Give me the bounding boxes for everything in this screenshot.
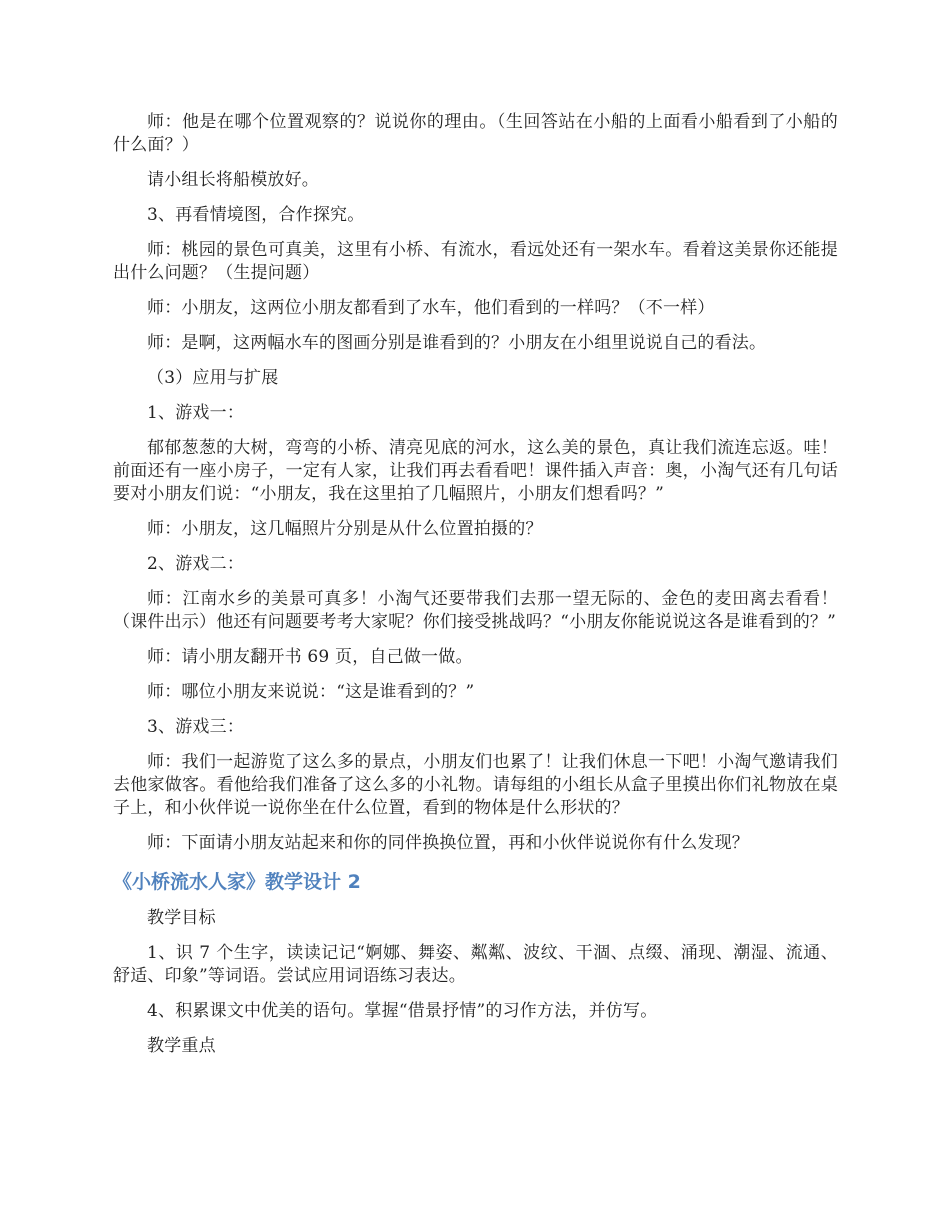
document-body [113, 111, 838, 1070]
paragraph: 师：我们一起游览了这么多的景点，小朋友们也累了！让我们休息一下吧！小淘气邀请我们去他家做客。看他给我们准备了这么多的小礼物。请每组的小组长从盒子里摸出你们礼物放在桌子上，和小伙伴说一说你坐在什么位置，看到的物体是什么形状的？ [113, 752, 838, 818]
paragraph: 4、积累课文中优美的语句。掌握“借景抒情”的习作方法，并仿写。 [147, 1001, 658, 1021]
section-heading: 《小桥流水人家》教学设计 2 [113, 871, 361, 893]
paragraph: 师：桃园的景色可真美，这里有小桥、有流水，看远处还有一架水车。看着这美景你还能提出什么问题？（生提问题） [113, 240, 838, 283]
paragraph: 师：小朋友，这几幅照片分别是从什么位置拍摄的？ [147, 519, 543, 539]
paragraph: （3）应用与扩展 [147, 368, 279, 388]
paragraph: 3、再看情境图，合作探究。 [147, 205, 365, 225]
paragraph: 1、游戏一： [147, 403, 245, 423]
paragraph: 师：请小朋友翻开书 69 页，自己做一做。 [147, 647, 473, 667]
paragraph: 请小组长将船模放好。 [147, 170, 319, 190]
paragraph: 师：是啊，这两幅水车的图画分别是谁看到的？小朋友在小组里说说自己的看法。 [147, 333, 767, 353]
paragraph: 师：他是在哪个位置观察的？说说你的理由。（生回答站在小船的上面看小船看到了小船的什么面？） [113, 112, 838, 155]
paragraph: 师：小朋友，这两位小朋友都看到了水车，他们看到的一样吗？（不一样） [147, 298, 715, 318]
paragraph: 郁郁葱葱的大树，弯弯的小桥、清亮见底的河水，这么美的景色，真让我们流连忘返。哇！前面还有一座小房子，一定有人家，让我们再去看看吧！课件插入声音：奥，小淘气还有几句话要对小朋友们说：“小朋友，我在这里拍了几幅照片，小朋友们想看吗？” [113, 438, 838, 504]
paragraph: 2、游戏二： [147, 554, 245, 574]
paragraph: 师：江南水乡的美景可真多！小淘气还要带我们去那一望无际的、金色的麦田离去看看！（课件出示）他还有问题要考考大家呢？你们接受挑战吗？“小朋友你能说说这各是谁看到的？” [113, 589, 838, 632]
paragraph: 师：下面请小朋友站起来和你的同伴换换位置，再和小伙伴说说你有什么发现？ [147, 833, 749, 853]
paragraph: 3、游戏三： [147, 717, 245, 737]
paragraph: 师：哪位小朋友来说说：“这是谁看到的？” [147, 682, 475, 702]
paragraph: 教学目标 [147, 908, 216, 928]
paragraph: 1、识 7 个生字，读读记记“婀娜、舞姿、粼粼、波纹、干涸、点缀、涌现、潮湿、流通、舒适、印象”等词语。尝试应用词语练习表达。 [113, 943, 838, 986]
paragraph: 教学重点 [147, 1036, 216, 1056]
